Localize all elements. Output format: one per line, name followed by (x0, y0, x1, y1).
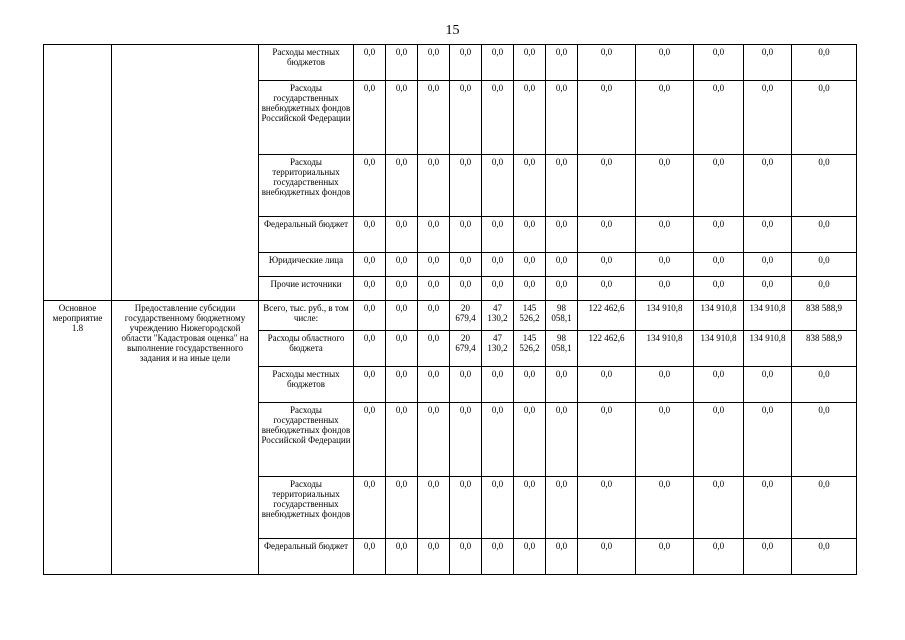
value-cell: 0,0 (694, 253, 744, 277)
value-cell: 0,0 (792, 81, 857, 155)
value-cell: 0,0 (694, 277, 744, 301)
value-cell: 0,0 (744, 367, 792, 403)
value-cell: 0,0 (578, 81, 636, 155)
value-cell: 0,0 (744, 253, 792, 277)
value-cell: 0,0 (482, 81, 514, 155)
value-cell: 0,0 (354, 253, 386, 277)
value-cell: 0,0 (450, 45, 482, 81)
value-cell: 0,0 (354, 45, 386, 81)
value-cell: 0,0 (354, 331, 386, 367)
value-cell: 0,0 (386, 403, 418, 477)
value-cell: 0,0 (546, 539, 578, 575)
value-cell: 0,0 (514, 155, 546, 217)
funding-source-cell: Прочие источники (259, 277, 354, 301)
value-cell: 0,0 (744, 277, 792, 301)
value-cell: 47 130,2 (482, 331, 514, 367)
value-cell: 0,0 (482, 277, 514, 301)
value-cell: 0,0 (418, 217, 450, 253)
value-cell: 0,0 (418, 539, 450, 575)
value-cell: 0,0 (514, 277, 546, 301)
value-cell: 0,0 (744, 155, 792, 217)
value-cell: 0,0 (694, 539, 744, 575)
value-cell: 0,0 (546, 81, 578, 155)
value-cell: 98 058,1 (546, 301, 578, 331)
value-cell: 0,0 (578, 477, 636, 539)
continued-description-cell (112, 45, 259, 301)
funding-source-cell: Всего, тыс. руб., в том числе: (259, 301, 354, 331)
value-cell: 0,0 (450, 155, 482, 217)
value-cell: 0,0 (450, 403, 482, 477)
value-cell: 0,0 (578, 367, 636, 403)
value-cell: 0,0 (514, 477, 546, 539)
value-cell: 0,0 (636, 253, 694, 277)
funding-source-cell: Расходы государственных внебюджетных фондов Российской Федерации (259, 403, 354, 477)
value-cell: 0,0 (578, 539, 636, 575)
value-cell: 0,0 (386, 539, 418, 575)
value-cell: 0,0 (514, 217, 546, 253)
value-cell: 0,0 (636, 277, 694, 301)
funding-source-cell: Расходы областного бюджета (259, 331, 354, 367)
value-cell: 0,0 (514, 539, 546, 575)
value-cell: 0,0 (546, 155, 578, 217)
value-cell: 0,0 (482, 217, 514, 253)
value-cell: 0,0 (792, 253, 857, 277)
value-cell: 134 910,8 (744, 331, 792, 367)
value-cell: 0,0 (546, 253, 578, 277)
value-cell: 0,0 (546, 217, 578, 253)
value-cell: 0,0 (354, 539, 386, 575)
value-cell: 0,0 (792, 477, 857, 539)
value-cell: 0,0 (418, 277, 450, 301)
value-cell: 0,0 (418, 45, 450, 81)
funding-source-cell: Расходы местных бюджетов (259, 45, 354, 81)
value-cell: 0,0 (792, 539, 857, 575)
value-cell: 0,0 (578, 45, 636, 81)
value-cell: 0,0 (450, 477, 482, 539)
value-cell: 0,0 (514, 45, 546, 81)
value-cell: 0,0 (546, 477, 578, 539)
value-cell: 0,0 (418, 81, 450, 155)
value-cell: 145 526,2 (514, 331, 546, 367)
value-cell: 0,0 (546, 45, 578, 81)
value-cell: 0,0 (578, 403, 636, 477)
funding-source-cell: Юридические лица (259, 253, 354, 277)
value-cell: 0,0 (694, 477, 744, 539)
value-cell: 0,0 (546, 277, 578, 301)
value-cell: 0,0 (386, 253, 418, 277)
value-cell: 0,0 (744, 217, 792, 253)
value-cell: 134 910,8 (636, 301, 694, 331)
value-cell: 0,0 (418, 367, 450, 403)
value-cell: 0,0 (694, 155, 744, 217)
value-cell: 0,0 (354, 367, 386, 403)
value-cell: 0,0 (482, 403, 514, 477)
measure-label-cell: Основное мероприятие 1.8 (44, 301, 112, 575)
value-cell: 0,0 (514, 403, 546, 477)
value-cell: 0,0 (418, 403, 450, 477)
value-cell: 134 910,8 (694, 301, 744, 331)
value-cell: 0,0 (694, 217, 744, 253)
value-cell: 0,0 (386, 45, 418, 81)
measure-description-cell: Предоставление субсидии государственному бюджетному учреждению Нижегородской области "Кадастровая оценка" на выполнение государственного задания и на иные цели (112, 301, 259, 575)
funding-source-cell: Расходы местных бюджетов (259, 367, 354, 403)
value-cell: 0,0 (636, 155, 694, 217)
value-cell: 0,0 (546, 367, 578, 403)
value-cell: 122 462,6 (578, 301, 636, 331)
funding-source-cell: Федеральный бюджет (259, 217, 354, 253)
value-cell: 0,0 (418, 155, 450, 217)
value-cell: 0,0 (418, 477, 450, 539)
value-cell: 0,0 (386, 331, 418, 367)
value-cell: 0,0 (386, 155, 418, 217)
value-cell: 47 130,2 (482, 301, 514, 331)
value-cell: 0,0 (792, 45, 857, 81)
value-cell: 134 910,8 (694, 331, 744, 367)
value-cell: 0,0 (792, 367, 857, 403)
funding-source-cell: Федеральный бюджет (259, 539, 354, 575)
value-cell: 0,0 (386, 81, 418, 155)
value-cell: 0,0 (482, 477, 514, 539)
value-cell: 0,0 (450, 217, 482, 253)
value-cell: 0,0 (386, 277, 418, 301)
value-cell: 0,0 (386, 477, 418, 539)
value-cell: 0,0 (694, 403, 744, 477)
value-cell: 0,0 (418, 253, 450, 277)
value-cell: 122 462,6 (578, 331, 636, 367)
value-cell: 0,0 (694, 45, 744, 81)
value-cell: 0,0 (514, 81, 546, 155)
table-row (44, 301, 857, 331)
value-cell: 0,0 (450, 539, 482, 575)
value-cell: 838 588,9 (792, 331, 857, 367)
value-cell: 0,0 (744, 45, 792, 81)
value-cell: 0,0 (744, 539, 792, 575)
value-cell: 0,0 (546, 403, 578, 477)
value-cell: 0,0 (636, 217, 694, 253)
value-cell: 0,0 (636, 45, 694, 81)
value-cell: 0,0 (578, 155, 636, 217)
value-cell: 0,0 (636, 367, 694, 403)
value-cell: 20 679,4 (450, 331, 482, 367)
value-cell: 0,0 (578, 253, 636, 277)
funding-source-cell: Расходы территориальных государственных внебюджетных фондов (259, 155, 354, 217)
value-cell: 0,0 (450, 277, 482, 301)
page-number: 15 (445, 23, 460, 38)
value-cell: 0,0 (418, 331, 450, 367)
value-cell: 98 058,1 (546, 331, 578, 367)
value-cell: 0,0 (482, 155, 514, 217)
value-cell: 0,0 (744, 81, 792, 155)
value-cell: 0,0 (694, 81, 744, 155)
value-cell: 0,0 (354, 217, 386, 253)
value-cell: 134 910,8 (744, 301, 792, 331)
value-cell: 0,0 (514, 253, 546, 277)
value-cell: 0,0 (578, 277, 636, 301)
value-cell: 0,0 (792, 217, 857, 253)
value-cell: 0,0 (792, 277, 857, 301)
value-cell: 0,0 (792, 155, 857, 217)
value-cell: 838 588,9 (792, 301, 857, 331)
value-cell: 0,0 (450, 253, 482, 277)
value-cell: 145 526,2 (514, 301, 546, 331)
value-cell: 0,0 (636, 539, 694, 575)
value-cell: 0,0 (578, 217, 636, 253)
value-cell: 0,0 (450, 81, 482, 155)
value-cell: 0,0 (482, 539, 514, 575)
value-cell: 0,0 (636, 477, 694, 539)
value-cell: 0,0 (744, 403, 792, 477)
value-cell: 0,0 (386, 217, 418, 253)
table-row (44, 45, 857, 81)
continued-measure-cell (44, 45, 112, 301)
funding-source-cell: Расходы территориальных государственных внебюджетных фондов (259, 477, 354, 539)
value-cell: 0,0 (482, 367, 514, 403)
value-cell: 20 679,4 (450, 301, 482, 331)
value-cell: 0,0 (482, 45, 514, 81)
value-cell: 0,0 (354, 81, 386, 155)
value-cell: 0,0 (482, 253, 514, 277)
value-cell: 0,0 (354, 277, 386, 301)
budget-table (43, 44, 857, 575)
value-cell: 0,0 (418, 301, 450, 331)
value-cell: 0,0 (354, 403, 386, 477)
funding-source-cell: Расходы государственных внебюджетных фондов Российской Федерации (259, 81, 354, 155)
value-cell: 0,0 (386, 301, 418, 331)
value-cell: 0,0 (514, 367, 546, 403)
value-cell: 0,0 (450, 367, 482, 403)
value-cell: 0,0 (694, 367, 744, 403)
value-cell: 0,0 (354, 477, 386, 539)
value-cell: 0,0 (354, 155, 386, 217)
value-cell: 0,0 (636, 403, 694, 477)
value-cell: 0,0 (744, 477, 792, 539)
value-cell: 0,0 (354, 301, 386, 331)
value-cell: 0,0 (792, 403, 857, 477)
value-cell: 134 910,8 (636, 331, 694, 367)
value-cell: 0,0 (386, 367, 418, 403)
value-cell: 0,0 (636, 81, 694, 155)
